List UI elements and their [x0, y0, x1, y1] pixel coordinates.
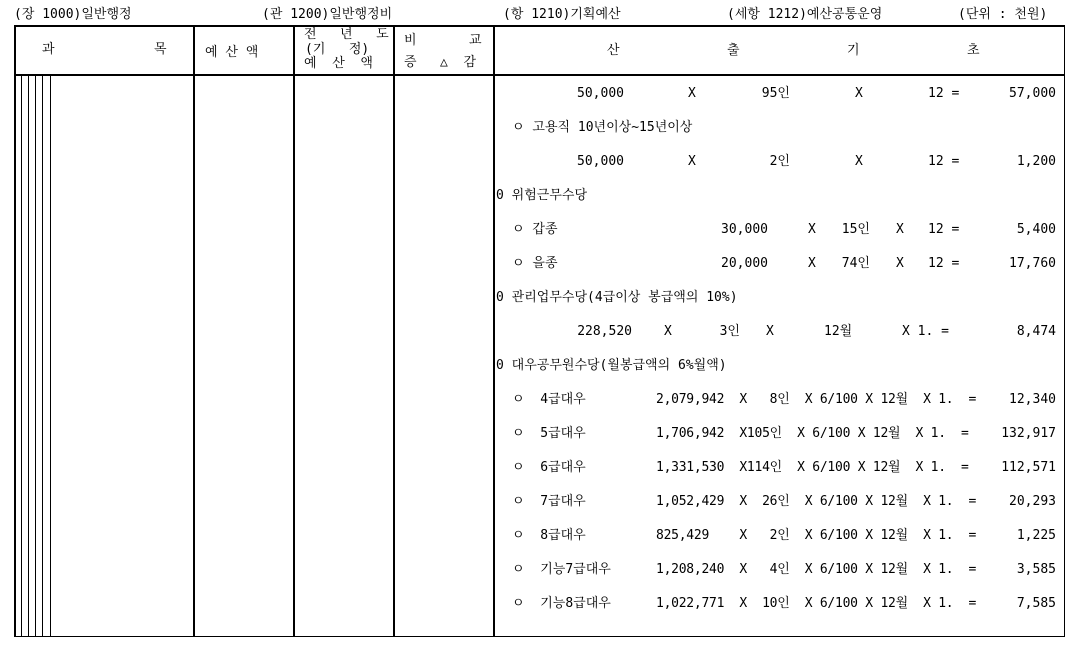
col-basis-1: 산: [607, 43, 620, 58]
col-prev-line3: 예 산 액: [304, 56, 373, 71]
basis-total: 1,225: [1016, 528, 1056, 543]
basis-item-label: ㅇ 기능8급대우: [512, 596, 611, 611]
basis-item-label: ㅇ 8급대우: [512, 528, 586, 543]
col-compare-line2: 교: [469, 33, 482, 48]
basis-value: 30,000: [721, 222, 768, 237]
header-jang: (장 1000)일반행정: [14, 7, 132, 22]
basis-value: X: [896, 222, 904, 237]
basis-value: X: [688, 154, 696, 169]
col-prev-line2: (기 정): [305, 42, 370, 57]
basis-value: 50,000: [577, 86, 624, 101]
basis-value: 228,520: [577, 324, 632, 339]
basis-section-label: 0 위험근무수당: [496, 188, 588, 203]
header-gwan: (관 1200)일반행정비: [262, 7, 393, 22]
basis-total: 57,000: [1009, 86, 1056, 101]
list-item: [0, 426, 1069, 442]
basis-item-label: ㅇ 고용직 10년이상~15년이상: [512, 120, 693, 135]
list-item: [0, 494, 1069, 510]
basis-item-label: ㅇ 7급대우: [512, 494, 586, 509]
basis-item-label: ㅇ 4급대우: [512, 392, 586, 407]
list-item: [0, 562, 1069, 578]
list-item: [0, 120, 1069, 136]
list-item: [0, 528, 1069, 544]
col-gwamok-a: 과: [42, 42, 55, 57]
basis-value: X 1. =: [902, 324, 949, 339]
col-basis-2: 출: [727, 43, 740, 58]
list-item: [0, 188, 1069, 204]
header-sehang: (세항 1212)예산공통운영: [727, 7, 883, 22]
list-item: [0, 460, 1069, 476]
basis-total: 5,400: [1016, 222, 1056, 237]
basis-value: 12 =: [928, 256, 960, 271]
basis-total: 7,585: [1016, 596, 1056, 611]
basis-item-label: ㅇ 갑종: [512, 222, 558, 237]
basis-value: X: [808, 222, 816, 237]
col-prev-line1: 전 년 도: [304, 27, 389, 42]
basis-item-label: ㅇ 을종: [512, 256, 558, 271]
basis-value: X: [664, 324, 672, 339]
header-bottom-border: [14, 74, 1065, 76]
basis-value: 12월: [824, 324, 853, 339]
table-top-border: [14, 25, 1065, 27]
basis-value: 15인: [841, 222, 870, 237]
list-item: [0, 222, 1069, 238]
list-item: [0, 392, 1069, 408]
basis-total: 17,760: [1009, 256, 1056, 271]
basis-value: 12 =: [928, 222, 960, 237]
basis-calc: 1,052,429 X 26인 X 6/100 X 12월 X 1. =: [656, 494, 977, 509]
basis-total: 12,340: [1009, 392, 1056, 407]
basis-calc: 1,208,240 X 4인 X 6/100 X 12월 X 1. =: [656, 562, 977, 577]
basis-value: 74인: [841, 256, 870, 271]
basis-value: 50,000: [577, 154, 624, 169]
basis-total: 8,474: [1016, 324, 1056, 339]
col-basis-4: 초: [967, 43, 980, 58]
list-item: [0, 256, 1069, 272]
col-basis-3: 기: [847, 43, 860, 58]
basis-total: 132,917: [1001, 426, 1056, 441]
basis-value: X: [766, 324, 774, 339]
col-gwamok-b: 목: [154, 42, 167, 57]
basis-calc: 2,079,942 X 8인 X 6/100 X 12월 X 1. =: [656, 392, 977, 407]
basis-item-label: ㅇ 기능7급대우: [512, 562, 611, 577]
list-item: [0, 154, 1069, 170]
basis-value: 2인: [769, 154, 790, 169]
basis-value: 20,000: [721, 256, 768, 271]
basis-calc: 1,706,942 X105인 X 6/100 X 12월 X 1. =: [656, 426, 969, 441]
basis-section-label: 0 대우공무원수당(월봉급액의 6%월액): [496, 358, 727, 373]
basis-value: X: [896, 256, 904, 271]
list-item: [0, 290, 1069, 306]
basis-item-label: ㅇ 6급대우: [512, 460, 586, 475]
basis-section-label: 0 관리업무수당(4급이상 봉급액의 10%): [496, 290, 738, 305]
basis-value: X: [808, 256, 816, 271]
basis-value: X: [855, 86, 863, 101]
col-budget: 예 산 액: [205, 45, 259, 60]
basis-total: 112,571: [1001, 460, 1056, 475]
list-item: [0, 86, 1069, 102]
basis-value: 12 =: [928, 154, 960, 169]
col-compare-line3: 증 △ 감: [404, 55, 477, 70]
basis-total: 20,293: [1009, 494, 1056, 509]
basis-calc: 1,022,771 X 10인 X 6/100 X 12월 X 1. =: [656, 596, 977, 611]
basis-value: X: [855, 154, 863, 169]
basis-value: 12 =: [928, 86, 960, 101]
basis-value: 95인: [761, 86, 790, 101]
basis-total: 3,585: [1016, 562, 1056, 577]
col-compare-line1: 비: [404, 33, 417, 48]
list-item: [0, 358, 1069, 374]
list-item: [0, 596, 1069, 612]
basis-calc: 825,429 X 2인 X 6/100 X 12월 X 1. =: [656, 528, 977, 543]
header-unit: (단위 : 천원): [958, 7, 1048, 22]
basis-calc: 1,331,530 X114인 X 6/100 X 12월 X 1. =: [656, 460, 969, 475]
basis-value: 3인: [719, 324, 740, 339]
basis-value: X: [688, 86, 696, 101]
header-hang: (항 1210)기획예산: [503, 7, 621, 22]
table-bottom-border: [14, 636, 1065, 637]
basis-item-label: ㅇ 5급대우: [512, 426, 586, 441]
basis-total: 1,200: [1016, 154, 1056, 169]
list-item: [0, 324, 1069, 340]
